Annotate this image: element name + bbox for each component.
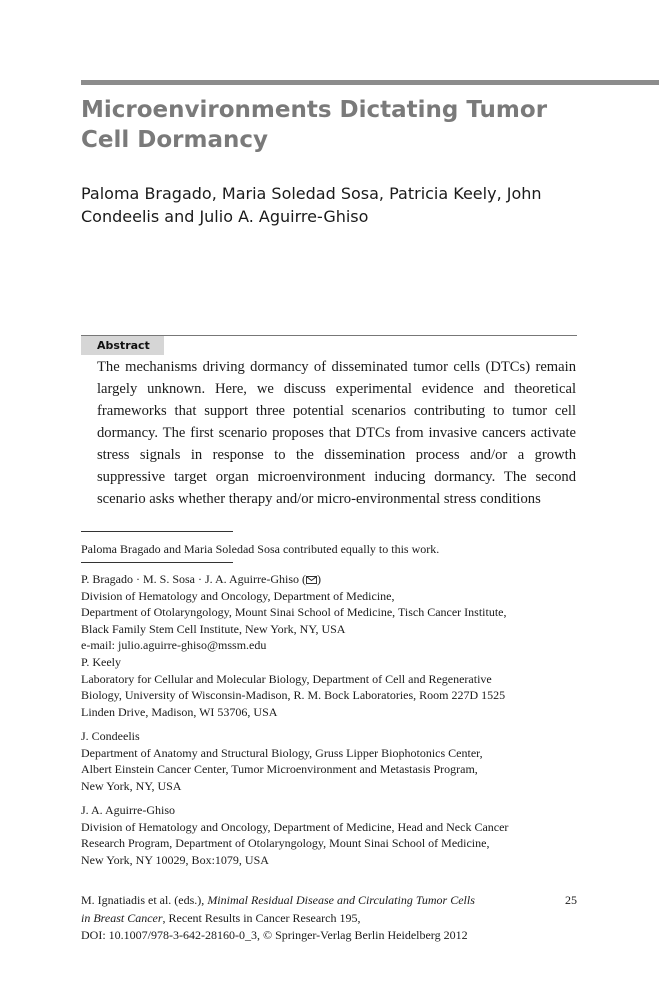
affiliation-line: New York, NY, USA bbox=[81, 778, 182, 793]
affiliation-line: Division of Hematology and Oncology, Department of Medicine, bbox=[81, 588, 395, 603]
affiliation-line: Research Program, Department of Otolaryngology, Mount Sinai School of Medicine, bbox=[81, 836, 490, 851]
affiliation-block-3 bbox=[81, 728, 581, 794]
citation-line-1 bbox=[81, 892, 541, 910]
citation-book-title: Minimal Residual Disease and Circulating Tumor Cells bbox=[207, 893, 475, 907]
footnote-rule bbox=[81, 531, 233, 532]
affiliation-names: J. A. Aguirre-Ghiso bbox=[81, 803, 175, 817]
affiliation-names: P. Bragado · M. S. Sosa · J. A. Aguirre-Ghiso ( ) bbox=[81, 572, 321, 586]
affiliation-block-2 bbox=[81, 654, 581, 720]
affiliation-line: Department of Anatomy and Structural Biology, Gruss Lipper Biophotonics Center, bbox=[81, 745, 483, 760]
citation-block bbox=[81, 892, 541, 945]
citation-book-title-cont: in Breast Cancer bbox=[81, 910, 163, 925]
affiliation-line: Albert Einstein Cancer Center, Tumor Microenvironment and Metastasis Program, bbox=[81, 762, 478, 777]
abstract-text: The mechanisms driving dormancy of disseminated tumor cells (DTCs) remain largely unknown. Here, we discuss experimental evidence and theoretical frameworks that support three potential scenarios contributing to tumor cell dormancy. The first scenario proposes that DTCs from invasive cancers activate stress signals in response to the dissemination process and/or a growth suppressive target organ microenvironment inducing dormancy. The second scenario asks whether therapy and/or micro-environmental stress conditions bbox=[97, 359, 576, 507]
chapter-title: Microenvironments Dictating Tumor Cell Dormancy bbox=[81, 97, 548, 153]
citation-editors: M. Ignatiadis et al. (eds.), bbox=[81, 893, 208, 907]
affiliation-line: Laboratory for Cellular and Molecular Biology, Department of Cell and Regenerative bbox=[81, 671, 492, 686]
affiliation-names: P. Keely bbox=[81, 655, 121, 669]
equal-contribution-footnote: Paloma Bragado and Maria Soledad Sosa contributed equally to this work. bbox=[81, 542, 440, 556]
envelope-icon bbox=[306, 576, 317, 584]
affiliation-line: Department of Otolaryngology, Mount Sinai School of Medicine, Tisch Cancer Institute, bbox=[81, 605, 507, 620]
affiliation-line: Linden Drive, Madison, WI 53706, USA bbox=[81, 704, 278, 719]
citation-series: , Recent Results in Cancer Research 195, bbox=[162, 910, 361, 925]
abstract-heading: Abstract bbox=[81, 336, 164, 355]
affiliation-block-4 bbox=[81, 802, 581, 868]
affiliation-names: J. Condeelis bbox=[81, 729, 140, 743]
page-number: 25 bbox=[565, 893, 577, 907]
affiliation-line: Black Family Stem Cell Institute, New York, NY, USA bbox=[81, 621, 346, 636]
top-rule bbox=[81, 80, 659, 85]
affiliation-block-1 bbox=[81, 571, 581, 654]
citation-doi: DOI: 10.1007/978-3-642-28160-0_3, © Springer-Verlag Berlin Heidelberg 2012 bbox=[81, 928, 468, 942]
affiliation-rule bbox=[81, 562, 233, 563]
citation-line-2 bbox=[81, 910, 541, 928]
affiliation-line: New York, NY 10029, Box:1079, USA bbox=[81, 852, 269, 867]
author-list: Paloma Bragado, Maria Soledad Sosa, Patricia Keely, John Condeelis and Julio A. Aguirre-Ghiso bbox=[81, 184, 542, 226]
affiliation-email[interactable]: e-mail: julio.aguirre-ghiso@mssm.edu bbox=[81, 638, 267, 653]
affiliation-line: Division of Hematology and Oncology, Department of Medicine, Head and Neck Cancer bbox=[81, 819, 509, 834]
affiliation-line: Biology, University of Wisconsin-Madison, R. M. Bock Laboratories, Room 227D 1525 bbox=[81, 688, 506, 703]
